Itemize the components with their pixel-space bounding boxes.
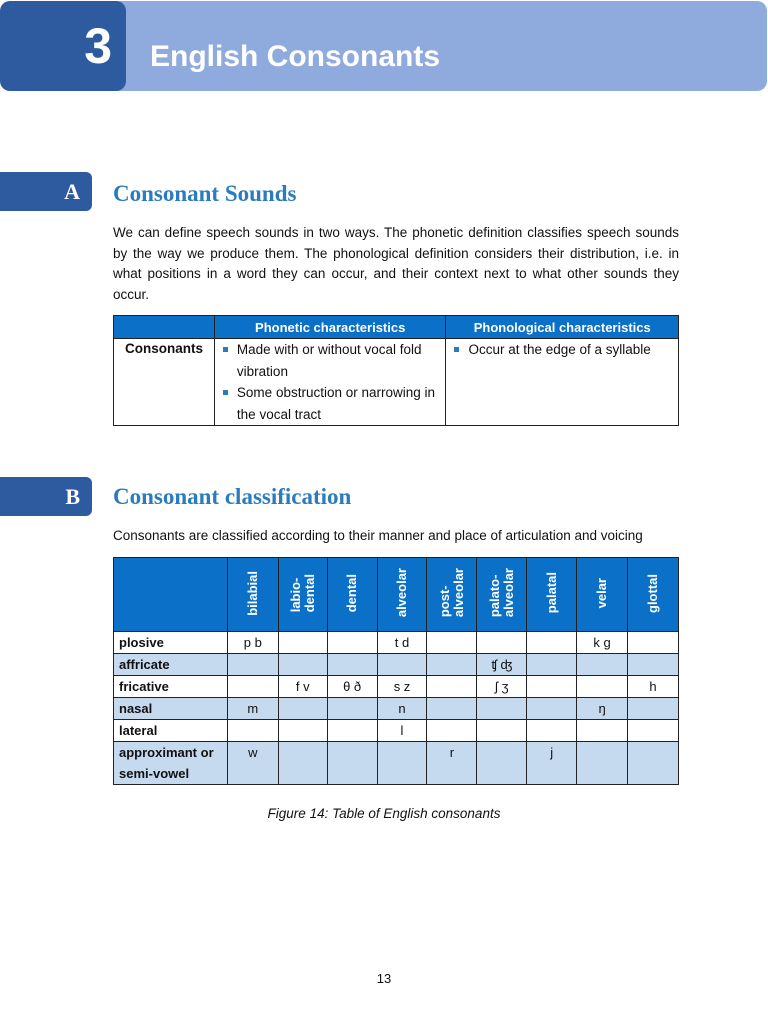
figure-caption: Figure 14: Table of English consonants	[267, 806, 501, 821]
row-label: nasal	[114, 698, 228, 720]
bullet-icon	[454, 347, 459, 352]
section-a-tab: A	[0, 172, 92, 211]
table-cell: n	[377, 698, 427, 720]
table-cell: ʧ ʤ	[477, 654, 527, 676]
table-cell	[477, 742, 527, 785]
table-row	[114, 654, 679, 676]
column-header: palato- alveolar	[477, 558, 527, 632]
row-label: affricate	[114, 654, 228, 676]
table-cell	[327, 654, 377, 676]
column-header: dental	[327, 558, 377, 632]
table-cell	[577, 742, 628, 785]
column-header: post- alveolar	[427, 558, 477, 632]
table-row	[114, 339, 679, 426]
list-item-text: Occur at the edge of a syllable	[468, 342, 651, 357]
section-a-title: Consonant Sounds	[113, 181, 297, 206]
table-row	[114, 698, 679, 720]
table-row	[114, 632, 679, 654]
bullet-icon	[223, 347, 228, 352]
table-cell	[227, 676, 278, 698]
table-cell	[427, 676, 477, 698]
table-header-cell	[114, 316, 215, 339]
table-cell	[327, 698, 377, 720]
table-row	[114, 676, 679, 698]
table-cell: ŋ	[577, 698, 628, 720]
table-cell	[628, 698, 679, 720]
phonetic-cell	[214, 339, 446, 426]
chapter-title: English Consonants	[150, 40, 441, 73]
table-cell: j	[527, 742, 577, 785]
table-cell: s z	[377, 676, 427, 698]
row-label: fricative	[114, 676, 228, 698]
column-header: labio- dental	[278, 558, 327, 632]
table-cell	[628, 654, 679, 676]
page-number: 13	[376, 971, 392, 986]
table-cell: ʃ ʒ	[477, 676, 527, 698]
row-label: approximant or semi-vowel	[114, 742, 228, 785]
section-b-title: Consonant classification	[113, 484, 352, 509]
table-cell	[327, 632, 377, 654]
table-cell	[527, 676, 577, 698]
table-cell: m	[227, 698, 278, 720]
table-header-corner	[114, 558, 228, 632]
section-b-tab: B	[0, 477, 92, 516]
table-cell	[527, 654, 577, 676]
table-cell	[427, 632, 477, 654]
table-cell	[577, 654, 628, 676]
row-label: lateral	[114, 720, 228, 742]
table-cell	[278, 632, 327, 654]
table-cell	[527, 698, 577, 720]
list-item-text: Some obstruction or narrowing in the vocal tract	[236, 385, 436, 422]
list-item	[215, 382, 442, 425]
consonant-characteristics-table	[113, 315, 679, 426]
table-cell	[477, 698, 527, 720]
table-cell	[628, 720, 679, 742]
table-cell: r	[427, 742, 477, 785]
table-cell: l	[377, 720, 427, 742]
table-row	[114, 720, 679, 742]
table-cell	[227, 720, 278, 742]
table-header-cell: Phonological characteristics	[446, 316, 679, 339]
table-cell	[477, 632, 527, 654]
section-a-paragraph: We can define speech sounds in two ways. The phonetic definition classifies speech sounds by the way we produce them. The phonological definition considers their distribution, i.e. in what positions in a word they can occur, and their context next to what other sounds they occur.	[113, 225, 679, 302]
table-cell: k g	[577, 632, 628, 654]
table-cell	[577, 676, 628, 698]
bullet-icon	[223, 390, 228, 395]
list-item	[215, 339, 442, 382]
table-cell	[377, 654, 427, 676]
chapter-number: 3	[0, 1, 126, 91]
column-header: palatal	[527, 558, 577, 632]
table-cell	[527, 632, 577, 654]
table-cell	[327, 742, 377, 785]
table-cell	[577, 720, 628, 742]
table-cell	[227, 654, 278, 676]
table-cell	[278, 654, 327, 676]
table-cell	[278, 698, 327, 720]
table-cell: t d	[377, 632, 427, 654]
table-cell	[377, 742, 427, 785]
table-cell	[477, 720, 527, 742]
phonological-cell	[446, 339, 679, 426]
section-b-paragraph: Consonants are classified according to their manner and place of articulation and voicing	[113, 528, 643, 543]
table-cell	[327, 720, 377, 742]
consonant-classification-table	[113, 557, 679, 785]
column-header: velar	[577, 558, 628, 632]
table-cell	[278, 720, 327, 742]
list-item	[446, 339, 674, 361]
row-label: Consonants	[114, 339, 215, 426]
table-header-row	[114, 316, 679, 339]
table-header-cell: Phonetic characteristics	[214, 316, 446, 339]
column-header: glottal	[628, 558, 679, 632]
row-label: plosive	[114, 632, 228, 654]
column-header: alveolar	[377, 558, 427, 632]
table-cell: w	[227, 742, 278, 785]
column-header: bilabial	[227, 558, 278, 632]
table-cell	[628, 742, 679, 785]
table-cell: h	[628, 676, 679, 698]
list-item-text: Made with or without vocal fold vibration	[236, 342, 422, 379]
table-cell	[278, 742, 327, 785]
table-cell	[628, 632, 679, 654]
table-cell: θ ð	[327, 676, 377, 698]
table-cell	[427, 720, 477, 742]
table-cell	[427, 654, 477, 676]
table-cell: f v	[278, 676, 327, 698]
table-header-row	[114, 558, 679, 632]
table-cell	[527, 720, 577, 742]
table-row	[114, 742, 679, 785]
table-cell	[427, 698, 477, 720]
table-cell: p b	[227, 632, 278, 654]
